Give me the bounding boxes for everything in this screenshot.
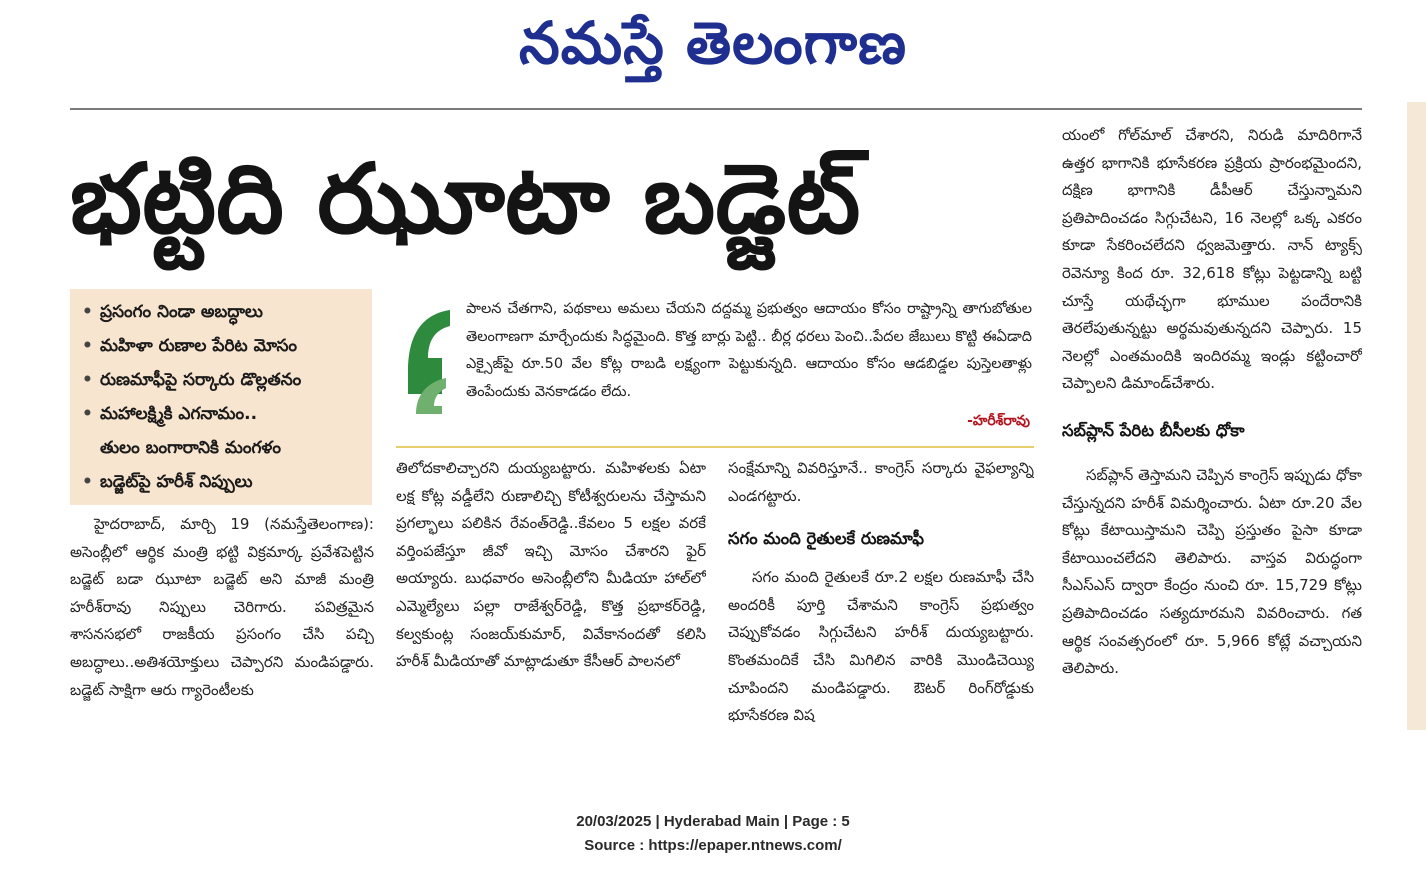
top-divider <box>70 108 1362 110</box>
highlight-text: రుణమాఫీపై సర్కారు డొల్లతనం <box>100 370 302 390</box>
highlight-item <box>82 329 364 363</box>
highlight-item <box>82 465 364 499</box>
highlight-item <box>82 295 364 329</box>
column-body: సగం మంది రైతులకే రూ.2 లక్షల రుణమాఫీ చేసి అందరికీ పూర్తి చేశామని కాంగ్రెస్ ప్రభుత్వం చెప్పుకోవడం సిగ్గుచేటని హరీశ్ దుయ్యబట్టారు. కొంతమందికే చేసి మిగిలిన వారికి మొండిచెయ్యి చూపిందని మండిపడ్డారు. ఔటర్ రింగ్‌రోడ్డుకు భూసేకరణ విష <box>728 568 1034 725</box>
quote-mark-icon <box>402 302 456 414</box>
quote-text: పాలన చేతగాని, పథకాలు అమలు చేయని దద్దమ్మ ప్రభుత్వం ఆదాయం కోసం రాష్ట్రాన్ని తాగుబోతుల తెలంగాణగా మార్చేందుకు సిద్ధమైంది. కొత్త బార్లు పెట్టి.. బీర్ల ధరలు పెంచి..పేదల జేబులు కొట్టి ఈఏడాది ఎక్సైజ్‌పై రూ.50 వేల కోట్ల రాబడి లక్ష్యంగా పెట్టుకున్నది. ఆదాయం కోసం ఆడబిడ్డల పుస్తెలతాళ్లు తెంపేందుకు వెనకాడడం లేదు. <box>466 301 1032 400</box>
column-text: తిలోదకాలిచ్చారని దుయ్యబట్టారు. మహిళలకు ఏటా లక్ష కోట్ల వడ్డీలేని రుణాలిచ్చి కోటీశ్వరులను చేస్తామని ప్రగల్భాలు పలికిన రేవంత్‌రెడ్డి..కేవలం 5 లక్షల వరకే వర్తింపజేస్తూ జీవో ఇచ్చి మోసం చేశారని ఫైర్ అయ్యారు. బుధవారం అసెంబ్లీలోని మీడియా హాల్‌లో ఎమ్మెల్యేలు పల్లా రాజేశ్వర్‌రెడ్డి, కొత్త ప్రభాకర్‌రెడ్డి, కల్వకుంట్ల సంజయ్‌కుమార్, వివేకానందతో కలిసి హరీశ్ మీడియాతో మాట్లాడుతూ కేసీఆర్ పాలనలో <box>396 459 706 671</box>
footer-edition-info: 20/03/2025 | Hyderabad Main | Page : 5 <box>576 813 850 830</box>
highlight-text: మహిళా రుణాల పేరిట మోసం <box>100 336 298 356</box>
pull-quote <box>396 296 1034 442</box>
bullet-dot-icon: • <box>82 404 93 424</box>
footer-source: Source : https://epaper.ntnews.com/ <box>584 837 842 854</box>
column-body: సబ్‌ప్లాన్ తెస్తామని చెప్పిన కాంగ్రెస్ ఇప్పుడు ధోకా చేస్తున్నదని హరీశ్ విమర్శించారు. ఏటా రూ.20 వేల కోట్లు కేటాయిస్తామని చెప్పి ప్రస్తుతం పైసా కూడా కేటాయించలేదని తెలిపారు. వాస్తవ విరుద్ధంగా సీఎస్‌ఎస్ ద్వారా కేంద్రం నుంచి రూ. 15,729 కోట్లు ప్రతిపాదించడం సత్యదూరమని వివరించారు. గత ఆర్థిక సంవత్సరంలో రూ. 5,966 కోట్లే వచ్చాయని తెలిపారు. <box>1062 465 1362 678</box>
masthead-title: నమస్తే తెలంగాణ <box>519 9 907 77</box>
highlight-text: ప్రసంగం నిండా అబద్ధాలు <box>100 302 263 322</box>
article-headline: భట్టిది ఝూటా బడ్జెట్ <box>70 143 861 255</box>
highlight-item <box>82 363 364 397</box>
article-column-1 <box>70 511 374 751</box>
article-column-2 <box>396 455 706 745</box>
bullet-dot-icon: • <box>82 472 93 492</box>
bullet-dot-icon: • <box>82 370 93 390</box>
highlight-item <box>82 397 364 431</box>
bullet-dot-icon: • <box>82 336 93 356</box>
highlights-box <box>70 289 372 505</box>
column-lead: యంలో గోల్‌మాల్ చేశారని, నిరుడి మాదిరిగానే ఉత్తర భాగానికి భూసేకరణ ప్రక్రియ ప్రారంభమైందని, దక్షిణ భాగానికి డీపీఆర్ చేస్తున్నామని ప్రతిపాదించడం సిగ్గుచేటని, 16 నెలల్లో ఒక్క ఎకరం కూడా సేకరించలేదని ధ్వజమెత్తారు. నాన్ ట్యాక్స్ రెవెన్యూ కింద రూ. 32,618 కోట్లు పెట్టడాన్ని బట్టి చూస్తే యథేచ్ఛగా భూముల పందేరానికి తెరలేపుతున్నట్టు అర్థమవుతున్నదని చెప్పారు. 15 నెలల్లో ఎంతమందికి ఇందిరమ్మ ఇండ్లు కట్టించారో చెప్పాలని డిమాండ్‌చేశారు. <box>1062 126 1362 393</box>
article-column-3 <box>728 455 1034 745</box>
adjacent-page-edge <box>1407 102 1426 730</box>
highlight-text: మహాలక్ష్మికి ఎగనామం.. <box>100 404 258 424</box>
article-column-4 <box>1062 122 1362 742</box>
column-text: హైదరాబాద్, మార్చి 19 (నమస్తేతెలంగాణ): అసెంబ్లీలో ఆర్థిక మంత్రి భట్టి విక్రమార్క ప్రవేశపెట్టిన బడ్జెట్ బడా ఝూటా బడ్జెట్ అని మాజీ మంత్రి హరీశ్‌రావు నిప్పులు చెరిగారు. పవిత్రమైన శాసనసభలో రాజకీయ ప్రసంగం చేసి పచ్చి అబద్ధాలు..అతిశయోక్తులు చెప్పారని మండిపడ్డారు. బడ్జెట్ సాక్షిగా ఆరు గ్యారెంటీలకు <box>70 515 374 699</box>
highlight-text: బడ్జెట్‌పై హరీశ్ నిప్పులు <box>100 472 253 492</box>
quote-divider <box>396 446 1034 448</box>
quote-attribution: -హరీశ్‌రావు <box>967 413 1030 429</box>
bullet-dot-icon: • <box>82 302 93 322</box>
page-footer <box>0 810 1426 858</box>
section-subhead: సబ్‌ప్లాన్ పేరిట బీసీలకు ధోకా <box>1062 420 1245 440</box>
section-subhead: సగం మంది రైతులకే రుణమాఫీ <box>728 529 925 549</box>
highlight-continuation: తులం బంగారానికి మంగళం <box>100 438 281 458</box>
column-lead: సంక్షేమాన్ని వివరిస్తూనే.. కాంగ్రెస్ సర్కారు వైఫల్యాన్ని ఎండగట్టారు. <box>728 459 1034 505</box>
